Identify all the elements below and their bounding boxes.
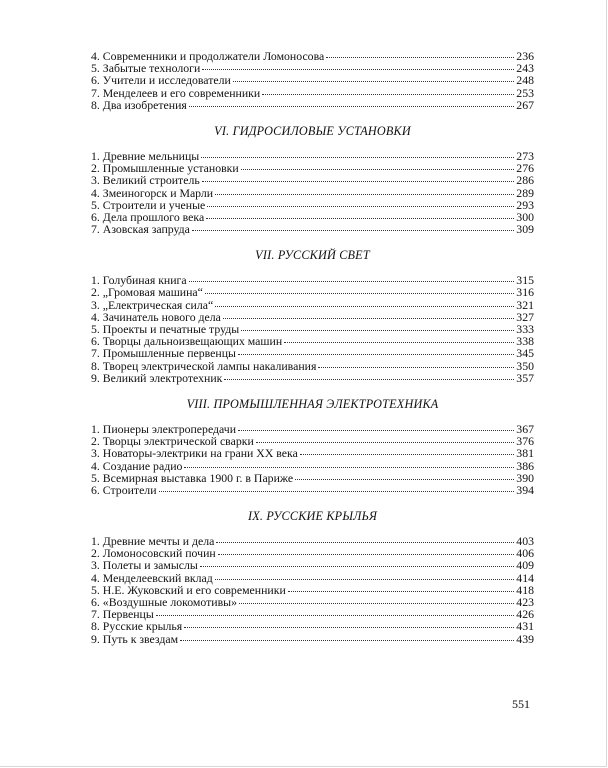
page-number: 551 (512, 697, 530, 711)
section-heading: VI. ГИДРОСИЛОВЫЕ УСТАНОВКИ (214, 123, 411, 138)
dot-leader (189, 281, 515, 282)
entry-title: 6. Дела прошлого века (91, 209, 205, 224)
dot-leader (205, 293, 514, 294)
toc-entry (91, 187, 534, 199)
entry-page: 409 (516, 558, 534, 573)
entry-page: 309 (516, 222, 534, 237)
toc-entry (91, 87, 534, 99)
entry-page: 386 (516, 458, 534, 473)
toc-entry (91, 484, 534, 496)
toc-entry (91, 572, 534, 584)
entry-page: 350 (516, 358, 534, 373)
section-heading: IX. РУССКИЕ КРЫЛЬЯ (247, 509, 378, 524)
dot-leader (207, 206, 514, 207)
toc-entry (91, 372, 534, 384)
toc-entry (91, 559, 534, 571)
entry-title: 7. Менделеев и его современники (91, 85, 261, 100)
entry-page: 276 (516, 161, 534, 176)
dot-leader (202, 181, 515, 182)
dot-leader (318, 367, 514, 368)
entry-page: 273 (516, 148, 534, 163)
entry-page: 267 (516, 97, 534, 112)
dot-leader (224, 379, 514, 380)
dot-leader (238, 354, 514, 355)
entry-page: 357 (516, 370, 534, 385)
toc-entry (91, 633, 534, 645)
entry-title: 3. Новаторы-электрики на грани XX века (91, 446, 298, 461)
entry-title: 6. Строители (91, 482, 157, 497)
entry-title: 3. „Електрическая сила“ (91, 297, 214, 312)
entry-title: 1. Голубиная книга (91, 273, 187, 288)
entry-page: 439 (516, 631, 534, 646)
entry-page: 243 (516, 61, 534, 76)
entry-page: 316 (516, 285, 534, 300)
dot-leader (300, 454, 514, 455)
dot-leader (159, 491, 515, 492)
section-heading: VII. РУССКИЙ СВЕТ (255, 248, 370, 263)
toc-entry (91, 174, 534, 186)
entry-title: 2. Творцы электрической сварки (91, 434, 254, 449)
dot-leader (262, 94, 514, 95)
entry-title: 9. Великий электротехник (91, 370, 223, 385)
dot-leader (180, 640, 514, 641)
dot-leader (184, 467, 514, 468)
entry-page: 333 (516, 322, 534, 336)
entry-title: 2. Промышленные установки (91, 161, 239, 176)
entry-title: 8. Два изобретения (91, 97, 187, 112)
entry-page: 345 (516, 346, 534, 361)
entry-page: 414 (516, 570, 534, 585)
entry-page: 376 (516, 434, 534, 449)
toc-entry (91, 299, 534, 311)
dot-leader (223, 318, 514, 319)
toc-entry (91, 620, 534, 632)
toc-entry (91, 347, 534, 359)
spacer (91, 235, 534, 247)
entry-page: 321 (516, 297, 534, 312)
dot-leader (216, 542, 514, 543)
entry-title: 2. „Громовая машина“ (91, 285, 203, 300)
dot-leader (233, 81, 515, 82)
toc-entry (91, 472, 534, 484)
dot-leader (326, 57, 514, 58)
entry-title: 4. Современники и продолжатели Ломоносова (91, 49, 325, 63)
dot-leader (238, 430, 514, 431)
entry-title: 6. Творцы дальноизвещающих машин (91, 334, 283, 349)
entry-page: 300 (516, 209, 534, 224)
entry-title: 5. Проекты и печатные труды (91, 322, 240, 336)
toc-entry (91, 74, 534, 86)
toc-entry (91, 360, 534, 372)
toc-entry (91, 223, 534, 235)
dot-leader (202, 69, 514, 70)
dot-leader (218, 554, 515, 555)
dot-leader (241, 330, 514, 331)
entry-page: 286 (516, 173, 534, 188)
dot-leader (215, 306, 514, 307)
section-heading: VIII. ПРОМЫШЛЕННАЯ ЭЛЕКТРОТЕХНИКА (186, 396, 439, 411)
entry-title: 5. Строители и ученые (91, 197, 206, 212)
entry-title: 7. Промышленные первенцы (91, 346, 236, 361)
dot-leader (192, 230, 514, 231)
toc-entry (91, 99, 534, 111)
entry-page: 248 (516, 73, 534, 88)
dot-leader (200, 566, 514, 567)
entry-title: 8. Творец электрической лампы накаливания (91, 358, 317, 373)
entry-title: 6. «Воздушные локомотивы» (91, 595, 237, 609)
entry-title: 5. Забытые технологи (91, 61, 201, 76)
entry-page: 338 (516, 334, 534, 349)
entry-title: 7. Азовская запруда (91, 222, 190, 237)
toc-entry (91, 460, 534, 472)
entry-page: 381 (516, 446, 534, 461)
dot-leader (241, 169, 515, 170)
entry-title: 4. Зачинатель нового дела (91, 309, 221, 324)
entry-page: 293 (516, 197, 534, 212)
toc-entry (91, 286, 534, 298)
entry-title: 1. Древние мечты и дела (91, 534, 215, 549)
dot-leader (201, 157, 514, 158)
entry-page: 406 (516, 546, 534, 561)
entry-page: 367 (516, 421, 534, 436)
entry-title: 1. Древние мельницы (91, 148, 200, 163)
dot-leader (256, 442, 515, 443)
entry-page: 426 (516, 607, 534, 622)
entry-page: 236 (516, 49, 534, 63)
table-of-contents (91, 50, 534, 645)
spacer (91, 384, 534, 396)
entry-title: 5. Н.Е. Жуковский и его современники (91, 582, 286, 597)
entry-title: 1. Пионеры электропередачи (91, 421, 237, 436)
entry-title: 2. Ломоносовский почин (91, 546, 216, 561)
dot-leader (239, 603, 514, 604)
dot-leader (206, 218, 514, 219)
entry-page: 394 (516, 482, 534, 497)
entry-title: 8. Русские крылья (91, 619, 183, 634)
entry-page: 315 (516, 273, 534, 288)
entry-title: 3. Полеты и замыслы (91, 558, 198, 573)
dot-leader (215, 194, 514, 195)
dot-leader (156, 615, 515, 616)
entry-page: 253 (516, 85, 534, 100)
entry-page: 327 (516, 309, 534, 324)
spacer (91, 496, 534, 508)
dot-leader (284, 342, 514, 343)
dot-leader (184, 627, 514, 628)
dot-leader (189, 106, 514, 107)
entry-page: 418 (516, 582, 534, 597)
dot-leader (288, 591, 515, 592)
entry-title: 5. Всемирная выставка 1900 г. в Париже (91, 470, 294, 485)
dot-leader (215, 579, 515, 580)
entry-page: 431 (516, 619, 534, 634)
entry-title: 9. Путь к звездам (91, 631, 179, 646)
toc-entry (91, 447, 534, 459)
entry-title: 6. Учители и исследователи (91, 73, 231, 88)
entry-title: 4. Создание радио (91, 458, 183, 473)
entry-title: 4. Менделеевский вклад (91, 570, 213, 585)
entry-page: 390 (516, 470, 534, 485)
entry-title: 4. Змеиногорск и Марли (91, 185, 214, 200)
entry-title: 7. Первенцы (91, 607, 154, 622)
toc-entry (91, 596, 534, 608)
entry-page: 289 (516, 185, 534, 200)
entry-page: 403 (516, 534, 534, 549)
entry-title: 3. Великий строитель (91, 173, 200, 188)
entry-page: 423 (516, 595, 534, 609)
spacer (91, 111, 534, 123)
dot-leader (295, 479, 514, 480)
